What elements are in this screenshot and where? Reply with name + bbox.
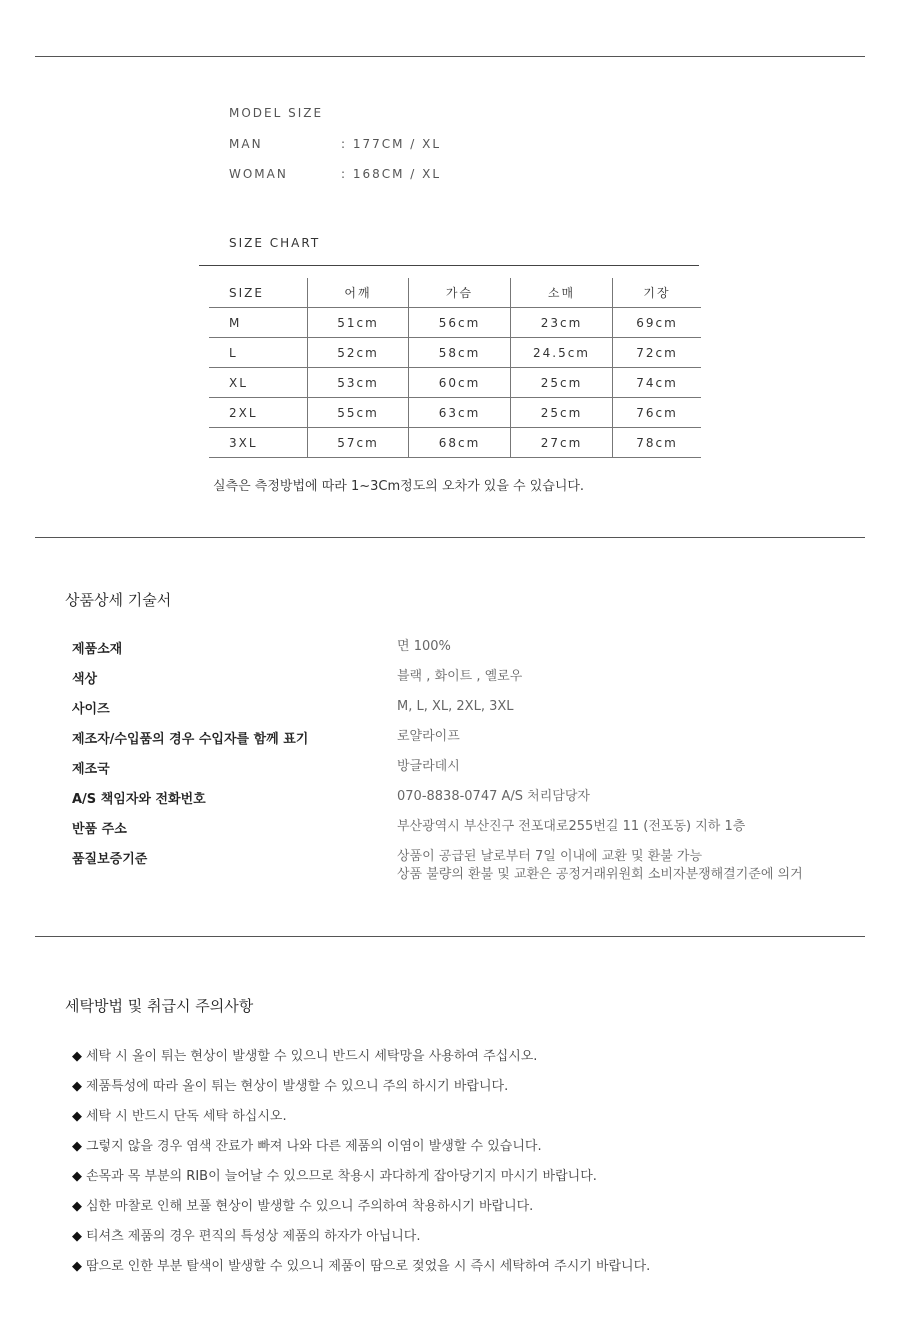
spec-label: 제조자/수입품의 경우 수입자를 함께 표기 bbox=[72, 732, 309, 747]
spec-value: M, L, XL, 2XL, 3XL bbox=[397, 699, 514, 714]
spec-value: 070-8838-0747 A/S 처리담당자 bbox=[397, 789, 590, 804]
model-size-title: MODEL SIZE bbox=[229, 106, 324, 120]
diamond-bullet-icon: ◆ bbox=[72, 1259, 82, 1274]
care-item-text: 세탁 시 올이 튀는 현상이 발생할 수 있으니 반드시 세탁망을 사용하여 주십시오. bbox=[86, 1049, 538, 1064]
divider-care bbox=[35, 936, 865, 937]
list-item bbox=[72, 1225, 420, 1244]
table-cell: 68cm bbox=[409, 428, 511, 458]
care-item-text: 제품특성에 따라 올이 튀는 현상이 발생할 수 있으니 주의 하시기 바랍니다. bbox=[86, 1079, 509, 1094]
spec-label: A/S 책임자와 전화번호 bbox=[72, 792, 206, 807]
table-cell: L bbox=[209, 338, 308, 368]
spec-value: 로얄라이프 bbox=[397, 729, 460, 744]
diamond-bullet-icon: ◆ bbox=[72, 1169, 82, 1184]
list-item bbox=[72, 1135, 542, 1154]
spec-label: 제조국 bbox=[72, 762, 110, 777]
list-item bbox=[72, 1165, 597, 1184]
table-cell: 27cm bbox=[511, 428, 613, 458]
spec-label: 사이즈 bbox=[72, 702, 110, 717]
header-length: 기장 bbox=[613, 278, 702, 308]
table-cell: 57cm bbox=[308, 428, 409, 458]
care-item-text: 티셔츠 제품의 경우 편직의 특성상 제품의 하자가 아닙니다. bbox=[86, 1229, 421, 1244]
spec-value: 방글라데시 bbox=[397, 759, 460, 774]
spec-value-line2: 상품 불량의 환불 및 교환은 공정거래위원회 소비자분쟁해결기준에 의거 bbox=[397, 867, 803, 882]
table-cell: 69cm bbox=[613, 308, 702, 338]
size-chart-title: SIZE CHART bbox=[229, 236, 321, 250]
care-item-text: 땀으로 인한 부분 탈색이 발생할 수 있으니 제품이 땀으로 젖었을 시 즉시 세탁하여 주시기 바랍니다. bbox=[86, 1259, 651, 1274]
header-chest: 가슴 bbox=[409, 278, 511, 308]
care-item-text: 세탁 시 반드시 단독 세탁 하십시오. bbox=[86, 1109, 287, 1124]
care-item-text: 심한 마찰로 인해 보풀 현상이 발생할 수 있으니 주의하여 착용하시기 바랍니다. bbox=[86, 1199, 534, 1214]
diamond-bullet-icon: ◆ bbox=[72, 1229, 82, 1244]
diamond-bullet-icon: ◆ bbox=[72, 1199, 82, 1214]
care-section-title: 세탁방법 및 취급시 주의사항 bbox=[65, 997, 254, 1015]
table-row bbox=[209, 308, 701, 338]
table-cell: 24.5cm bbox=[511, 338, 613, 368]
table-cell: XL bbox=[209, 368, 308, 398]
header-shoulder: 어깨 bbox=[308, 278, 409, 308]
table-row bbox=[209, 338, 701, 368]
list-item bbox=[72, 1075, 508, 1094]
table-cell: 58cm bbox=[409, 338, 511, 368]
spec-label: 반품 주소 bbox=[72, 822, 127, 837]
spec-value: 면 100% bbox=[397, 639, 451, 654]
table-cell: 74cm bbox=[613, 368, 702, 398]
table-row bbox=[209, 368, 701, 398]
header-sleeve: 소매 bbox=[511, 278, 613, 308]
table-cell: 25cm bbox=[511, 398, 613, 428]
spec-label: 제품소재 bbox=[72, 642, 123, 657]
table-cell: 53cm bbox=[308, 368, 409, 398]
spec-value: 부산광역시 부산진구 전포대로255번길 11 (전포동) 지하 1층 bbox=[397, 819, 746, 834]
list-item bbox=[72, 1195, 533, 1214]
model-value-woman: : 168CM / XL bbox=[341, 167, 442, 181]
spec-value: 상품이 공급된 날로부터 7일 이내에 교환 및 환불 가능 bbox=[397, 849, 703, 864]
table-cell: 52cm bbox=[308, 338, 409, 368]
table-row bbox=[209, 428, 701, 458]
header-size: SIZE bbox=[209, 278, 308, 308]
table-cell: 55cm bbox=[308, 398, 409, 428]
model-size-row-woman bbox=[229, 167, 441, 181]
model-value-man: : 177CM / XL bbox=[341, 137, 442, 151]
model-label-woman: WOMAN bbox=[229, 167, 288, 181]
table-cell: 72cm bbox=[613, 338, 702, 368]
size-chart-header-row bbox=[209, 278, 701, 308]
table-cell: 76cm bbox=[613, 398, 702, 428]
diamond-bullet-icon: ◆ bbox=[72, 1109, 82, 1124]
table-cell: 60cm bbox=[409, 368, 511, 398]
table-row bbox=[209, 398, 701, 428]
table-cell: 23cm bbox=[511, 308, 613, 338]
table-cell: 78cm bbox=[613, 428, 702, 458]
spec-section-title: 상품상세 기술서 bbox=[65, 591, 172, 609]
diamond-bullet-icon: ◆ bbox=[72, 1139, 82, 1154]
model-label-man: MAN bbox=[229, 137, 263, 151]
spec-label: 색상 bbox=[72, 672, 98, 687]
measurement-note: 실측은 측정방법에 따라 1~3Cm정도의 오차가 있을 수 있습니다. bbox=[213, 479, 585, 494]
list-item bbox=[72, 1105, 287, 1124]
table-cell: 3XL bbox=[209, 428, 308, 458]
list-item bbox=[72, 1255, 650, 1274]
table-cell: 25cm bbox=[511, 368, 613, 398]
diamond-bullet-icon: ◆ bbox=[72, 1079, 82, 1094]
divider-spec bbox=[35, 537, 865, 538]
top-divider bbox=[35, 56, 865, 57]
table-cell: 63cm bbox=[409, 398, 511, 428]
table-cell: M bbox=[209, 308, 308, 338]
list-item bbox=[72, 1045, 537, 1064]
spec-label: 품질보증기준 bbox=[72, 852, 148, 867]
size-chart-top-rule bbox=[199, 265, 699, 266]
table-cell: 51cm bbox=[308, 308, 409, 338]
table-cell: 2XL bbox=[209, 398, 308, 428]
diamond-bullet-icon: ◆ bbox=[72, 1049, 82, 1064]
care-item-text: 손목과 목 부분의 RIB이 늘어날 수 있으므로 착용시 과다하게 잡아당기지 마시기 바랍니다. bbox=[86, 1169, 597, 1184]
care-item-text: 그렇지 않을 경우 염색 잔료가 빠져 나와 다른 제품의 이염이 발생할 수 있습니다. bbox=[86, 1139, 542, 1154]
size-chart-table bbox=[209, 278, 701, 458]
table-cell: 56cm bbox=[409, 308, 511, 338]
model-size-row-man bbox=[229, 137, 441, 151]
spec-value: 블랙 , 화이트 , 옐로우 bbox=[397, 669, 523, 684]
